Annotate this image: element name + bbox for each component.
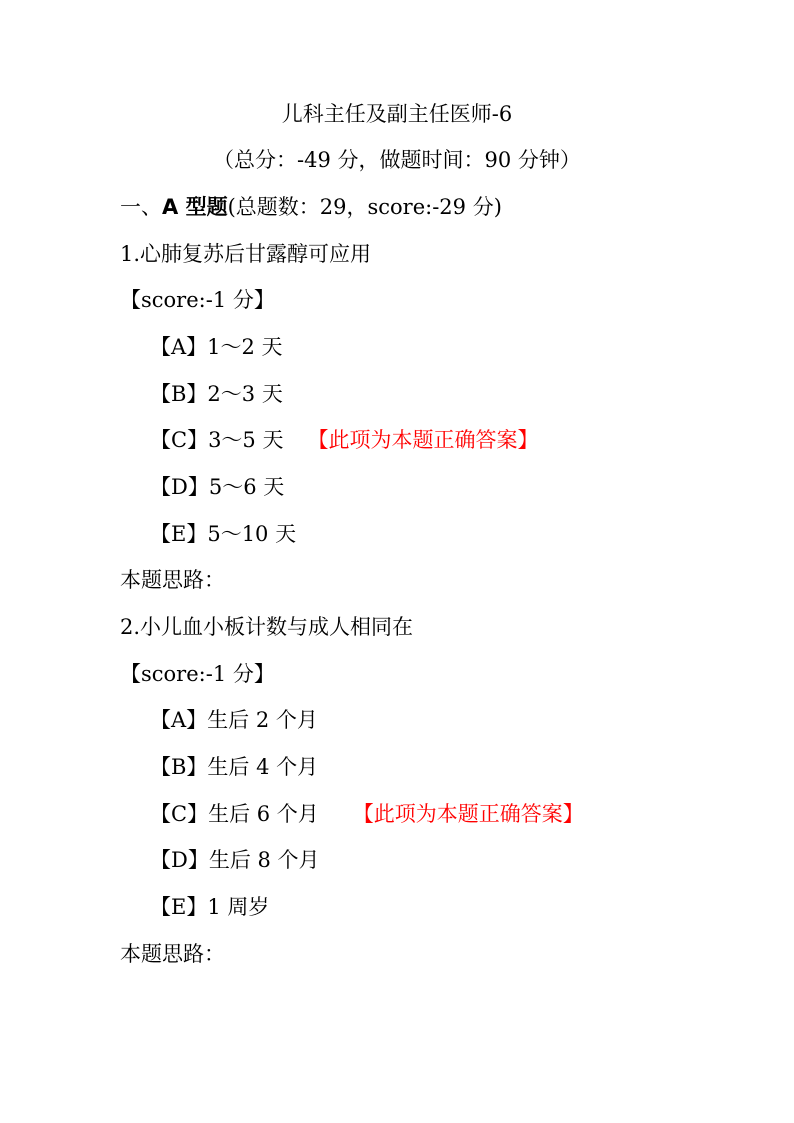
option-label: 【B】生后 4 个月 <box>150 755 319 779</box>
correct-answer-marker: 【此项为本题正确答案】 <box>307 428 539 452</box>
option-item <box>150 800 584 828</box>
question-analysis: 本题思路： <box>120 568 225 592</box>
option-item <box>150 893 269 921</box>
question-analysis: 本题思路： <box>120 942 225 966</box>
option-item <box>150 380 283 408</box>
option-label: 【A】1～2 天 <box>150 335 283 359</box>
question-score: 【score:-1 分】 <box>120 288 275 312</box>
section-name: A 型题 <box>162 195 228 219</box>
section-prefix: 一、 <box>120 195 162 219</box>
document-subtitle: （总分：-49 分，做题时间：90 分钟） <box>213 148 581 172</box>
question-stem: 2.小儿血小板计数与成人相同在 <box>120 615 414 639</box>
option-label: 【E】5～10 天 <box>150 522 297 546</box>
option-label: 【D】5～6 天 <box>150 475 285 499</box>
question-score: 【score:-1 分】 <box>120 662 275 686</box>
option-item <box>150 333 283 361</box>
section-heading <box>120 193 502 221</box>
option-label: 【D】生后 8 个月 <box>150 848 320 872</box>
option-label: 【C】生后 6 个月 <box>150 802 319 826</box>
option-item <box>150 426 538 454</box>
correct-answer-marker: 【此项为本题正确答案】 <box>352 802 584 826</box>
option-item <box>150 846 320 874</box>
option-label: 【E】1 周岁 <box>150 895 270 919</box>
option-item <box>150 520 296 548</box>
option-item <box>150 473 284 501</box>
question-stem: 1.心肺复苏后甘露醇可应用 <box>120 242 372 266</box>
option-item <box>150 706 318 734</box>
document-title: 儿科主任及副主任医师-6 <box>281 102 513 126</box>
section-info: (总题数：29，score:-29 分) <box>227 195 502 219</box>
option-label: 【B】2～3 天 <box>150 382 283 406</box>
option-label: 【A】生后 2 个月 <box>150 708 318 732</box>
option-item <box>150 753 318 781</box>
option-label: 【C】3～5 天 <box>150 428 284 452</box>
